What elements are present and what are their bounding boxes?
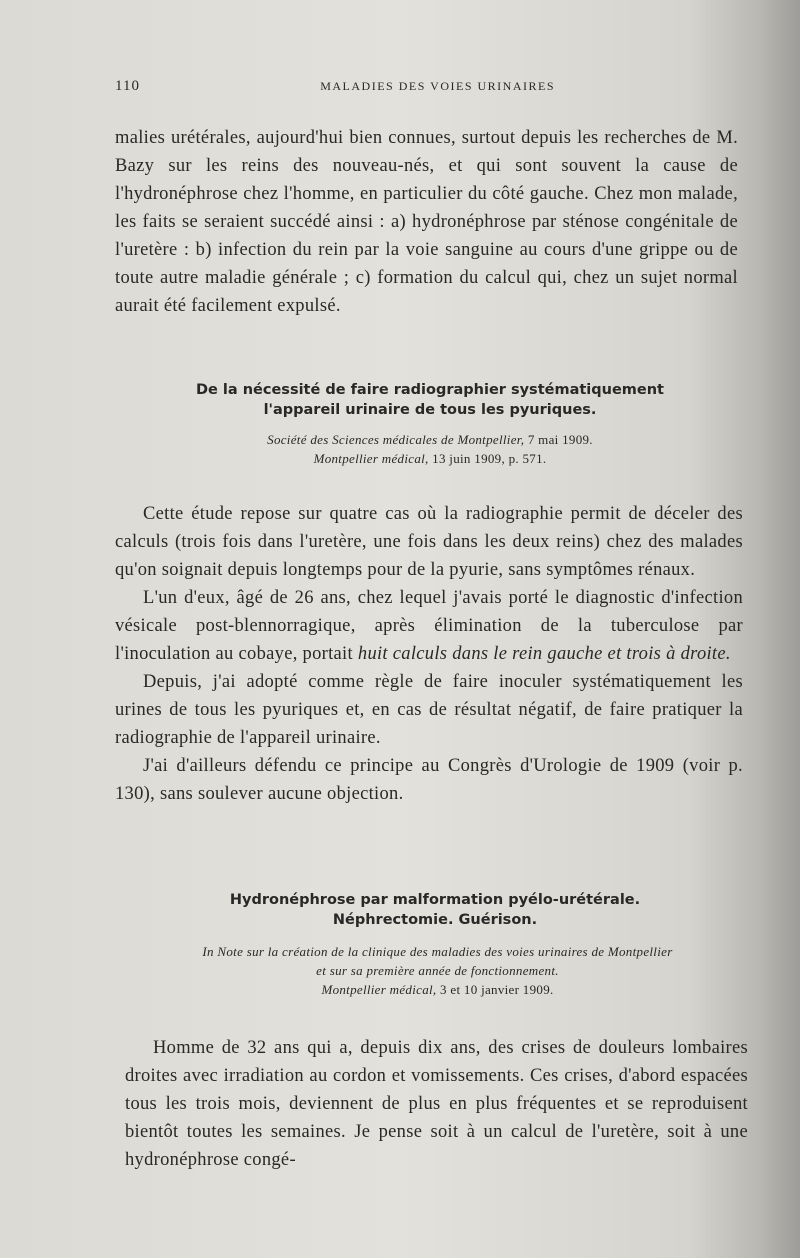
section-1-source <box>150 430 710 468</box>
section-2-source-line-1: In Note sur la création de la clinique des maladies des voies urinaires de Montpellier <box>202 944 673 959</box>
section-2-paragraph-1: Homme de 32 ans qui a, depuis dix ans, des crises de douleurs lombaires droites avec irradiation au cordon et vomissements. Ces crises, d'abord espacées tous les trois mois, deviennent de plus en plus fréquentes et se reproduisent bientôt toutes les semaines. Je pense soit à un calcul de l'uretère, soit à une hydronéphrose congé- <box>125 1038 748 1170</box>
intro-block <box>115 124 738 320</box>
section-1-title-line-1: De la nécessité de faire radiographier systématiquement <box>196 382 664 398</box>
section-1-source-line-2 <box>150 449 710 468</box>
page-number: 110 <box>115 78 140 94</box>
section-1-heading <box>150 380 710 420</box>
section-2-source-line-3 <box>135 980 740 999</box>
section-1-paragraph-1: Cette étude repose sur quatre cas où la radiographie permit de déceler des calculs (trois fois dans l'uretère, une fois dans les deux reins) chez des malades qu'on soignait depuis longtemps pour de la pyurie, sans symptômes rénaux. <box>115 504 743 580</box>
source-date: 13 juin 1909, p. 571. <box>432 451 547 466</box>
section-2-body <box>125 1034 748 1174</box>
section-1-source-line-1 <box>150 430 710 449</box>
section-1-body <box>115 500 743 808</box>
source-journal: Montpellier médical, <box>313 451 429 466</box>
section-1-paragraph-3: Depuis, j'ai adopté comme règle de faire inoculer systématiquement les urines de tous les pyuriques et, en cas de résultat négatif, de faire pratiquer la radiographie de l'appareil urinaire. <box>115 672 743 748</box>
section-1-paragraph-2 <box>115 584 743 668</box>
section-2-source <box>135 942 740 999</box>
section-2-source-line-2: et sur sa première année de fonctionnement. <box>316 963 559 978</box>
section-2-title-line-2: Néphrectomie. Guérison. <box>332 912 538 928</box>
page-header <box>115 78 555 95</box>
section-1-title-line-2: l'appareil urinaire de tous les pyuriques. <box>263 402 597 418</box>
intro-paragraph: malies urétérales, aujourd'hui bien connues, surtout depuis les recherches de M. Bazy sur les reins des nouveau-nés, et qui sont souvent la cause de l'hydronéphrose chez l'homme, en particulier du côté gauche. Chez mon malade, les faits se seraient succédé ainsi : a) hydronéphrose par sténose congénitale de l'uretère : b) infection du rein par la voie sanguine au cours d'une grippe ou de toute autre maladie générale ; c) formation du calcul qui, chez un sujet normal aurait été facilement expulsé. <box>115 128 738 316</box>
source-date: 7 mai 1909. <box>527 432 593 447</box>
source-journal: Montpellier médical, <box>321 982 437 997</box>
running-head: MALADIES DES VOIES URINAIRES <box>320 79 555 93</box>
section-2-heading <box>150 890 720 930</box>
paragraph-text: L'un d'eux, âgé de 26 ans, chez lequel j'avais porté le diagnostic d'infection vésicale post-blennorragique, après élimination de la tuberculose par l'inoculation au cobaye, portait <box>115 588 743 664</box>
source-journal: Société des Sciences médicales de Montpellier, <box>267 432 525 447</box>
emphasis-text: huit calculs dans le rein gauche et trois à droite. <box>357 644 731 664</box>
source-date: 3 et 10 janvier 1909. <box>440 982 554 997</box>
section-2-title-line-1: Hydronéphrose par malformation pyélo-urétérale. <box>229 892 641 908</box>
section-1-paragraph-4: J'ai d'ailleurs défendu ce principe au Congrès d'Urologie de 1909 (voir p. 130), sans soulever aucune objection. <box>115 756 743 804</box>
